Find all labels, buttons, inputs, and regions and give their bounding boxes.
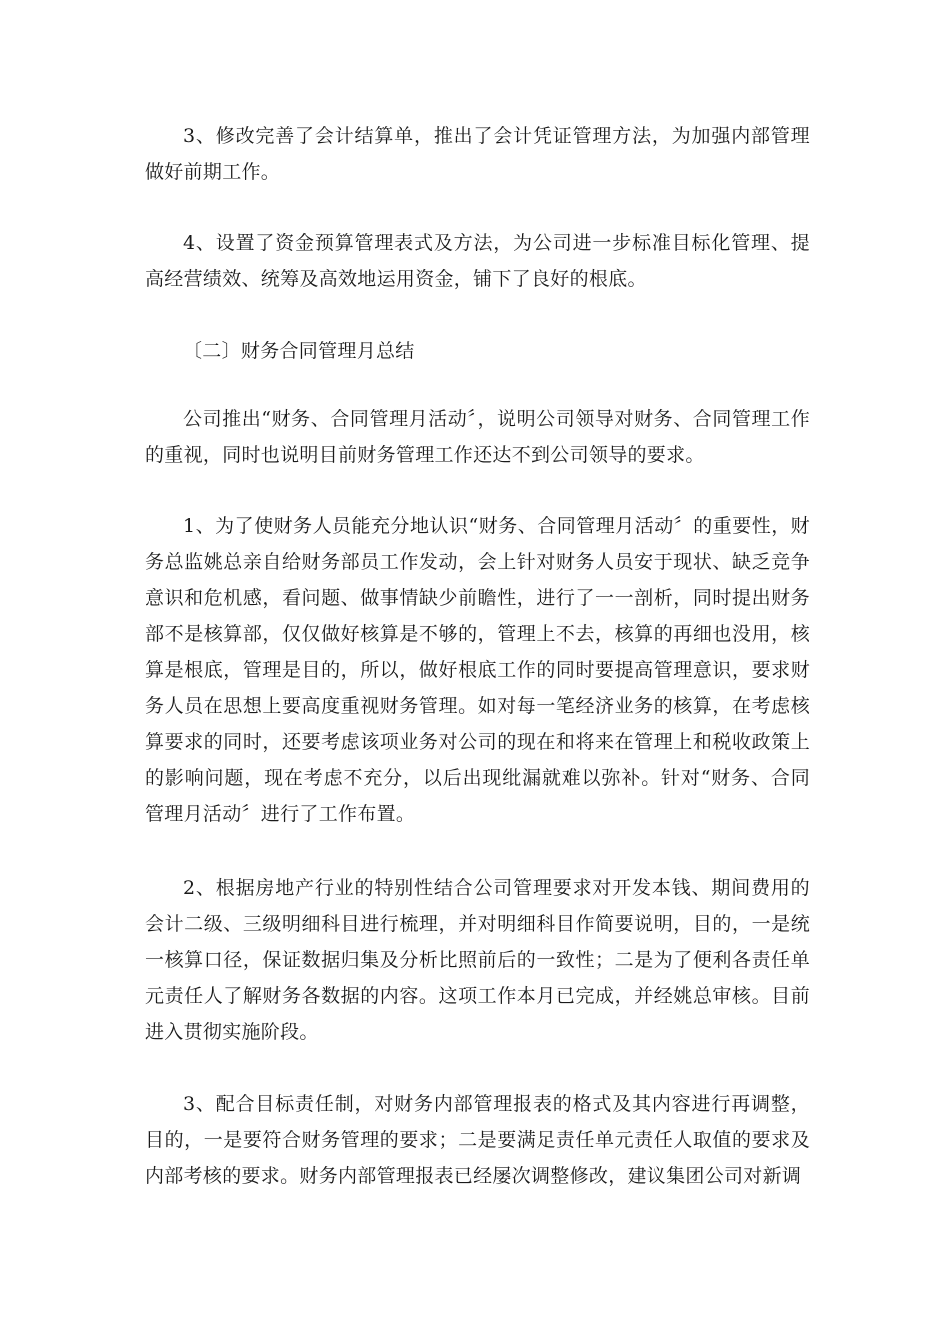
paragraph-item-3-internal-reports: 3、配合目标责任制，对财务内部管理报表的格式及其内容进行再调整，目的，一是要符合财务管理的要求；二是要满足责任单元责任人取值的要求及内部考核的要求。财务内部管理报表已经屡次调整修改，建议集团公司对新调 <box>145 1093 810 1187</box>
paragraph-item-4-fund-budget: 4、设置了资金预算管理表式及方法，为公司进一步标准目标化管理、提高经营绩效、统筹及高效地运用资金，铺下了良好的根底。 <box>145 232 810 290</box>
paragraph-item-2-account-subjects: 2、根据房地产行业的特别性结合公司管理要求对开发本钱、期间费用的会计二级、三级明细科目进行梳理，并对明细科目作简要说明，目的，一是统一核算口径，保证数据归集及分析比照前后的一致性；二是为了便利各责任单元责任人了解财务各数据的内容。这项工作本月已完成，并经姚总审核。目前进入贯彻实施阶段。 <box>145 877 810 1043</box>
paragraph-item-3-accounting-settlement: 3、修改完善了会计结算单，推出了会计凭证管理方法，为加强内部管理做好前期工作。 <box>145 125 810 183</box>
paragraph-item-1-staff-awareness: 1、为了使财务人员能充分地认识“财务、合同管理月活动〞的重要性，财务总监姚总亲自给财务部员工作发动，会上针对财务人员安于现状、缺乏竞争意识和危机感，看问题、做事情缺少前瞻性，进行了一一剖析，同时提出财务部不是核算部，仅仅做好核算是不够的，管理上不去，核算的再细也没用，核算是根底，管理是目的，所以，做好根底工作的同时要提高管理意识，要求财务人员在思想上要高度重视财务管理。如对每一笔经济业务的核算，在考虑核算要求的同时，还要考虑该项业务对公司的现在和将来在管理上和税收政策上的影响问题，现在考虑不充分，以后出现纰漏就难以弥补。针对“财务、合同管理月活动〞进行了工作布置。 <box>145 515 810 825</box>
paragraph-intro-activity: 公司推出“财务、合同管理月活动〞，说明公司领导对财务、合同管理工作的重视，同时也说明目前财务管理工作还达不到公司领导的要求。 <box>145 408 810 466</box>
section-heading-finance-contract-month: 〔二〕财务合同管理月总结 <box>183 340 415 362</box>
